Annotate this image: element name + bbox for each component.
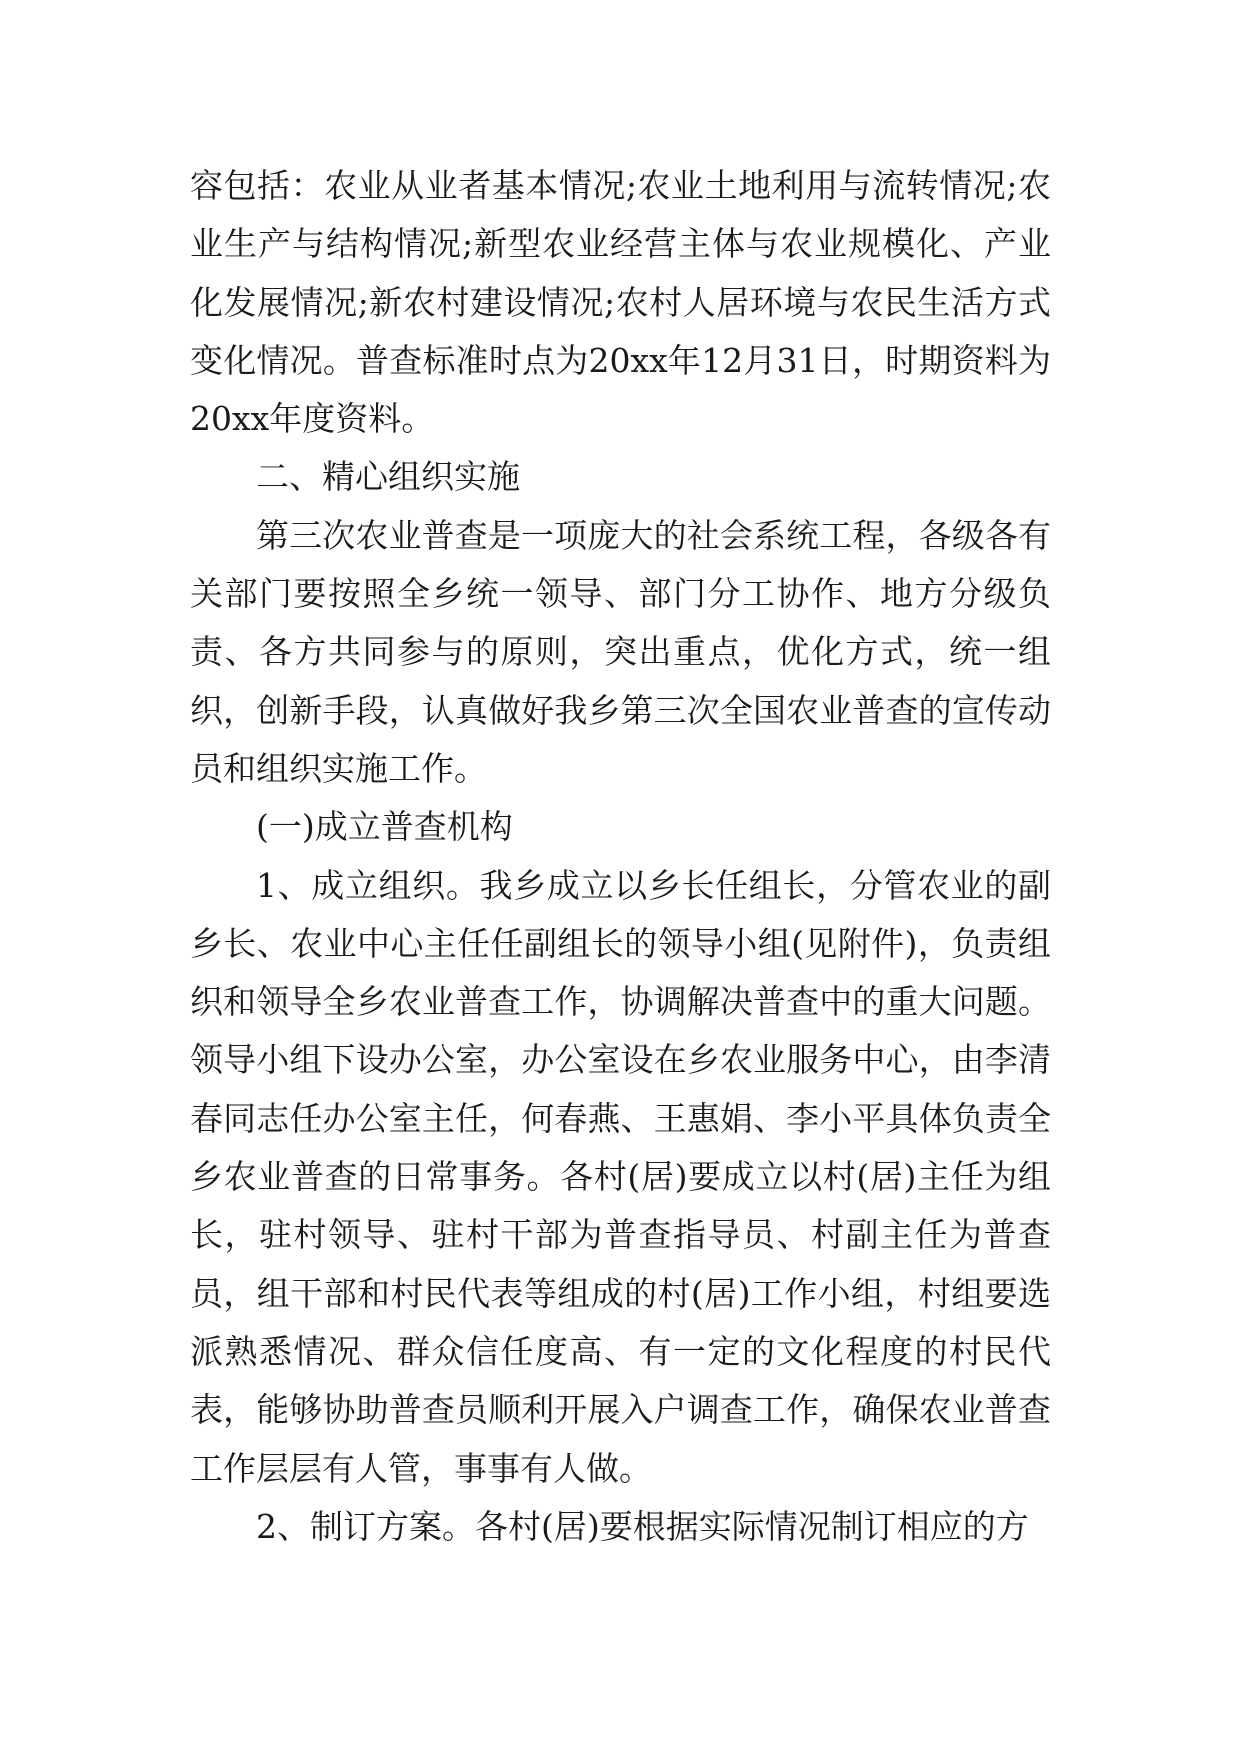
section-heading-organize: 二、精心组织实施 xyxy=(256,457,520,497)
paragraph-survey-content: 容包括：农业从业者基本情况;农业土地利用与流转情况;农业生产与结构情况;新型农业经营主体与农业规模化、产业化发展情况;新农村建设情况;农村人居环境与农民生活方式变化情况。普查标准时点为20xx年12月31日，时期资料为20xx年度资料。 xyxy=(190,166,1051,439)
paragraph-organize-intro: 第三次农业普查是一项庞大的社会系统工程，各级各有关部门要按照全乡统一领导、部门分工协作、地方分级负责、各方共同参与的原则，突出重点，优化方式，统一组织，创新手段，认真做好我乡第三次全国农业普查的宣传动员和组织实施工作。 xyxy=(190,515,1051,788)
paragraph-formulate-plan: 2、制订方案。各村(居)要根据实际情况制订相应的方 xyxy=(256,1506,1029,1546)
document-body xyxy=(190,157,1051,1556)
subsection-heading-agency: (一)成立普查机构 xyxy=(256,807,513,847)
paragraph-establish-organization: 1、成立组织。我乡成立以乡长任组长，分管农业的副乡长、农业中心主任任副组长的领导小组(见附件)，负责组织和领导全乡农业普查工作，协调解决普查中的重大问题。领导小组下设办公室，办公室设在乡农业服务中心，由李清春同志任办公室主任，何春燕、王惠娟、李小平具体负责全乡农业普查的日常事务。各村(居)要成立以村(居)主任为组长，驻村领导、驻村干部为普查指导员、村副主任为普查员，组干部和村民代表等组成的村(居)工作小组，村组要选派熟悉情况、群众信任度高、有一定的文化程度的村民代表，能够协助普查员顺利开展入户调查工作，确保农业普查工作层层有人管，事事有人做。 xyxy=(190,865,1051,1488)
